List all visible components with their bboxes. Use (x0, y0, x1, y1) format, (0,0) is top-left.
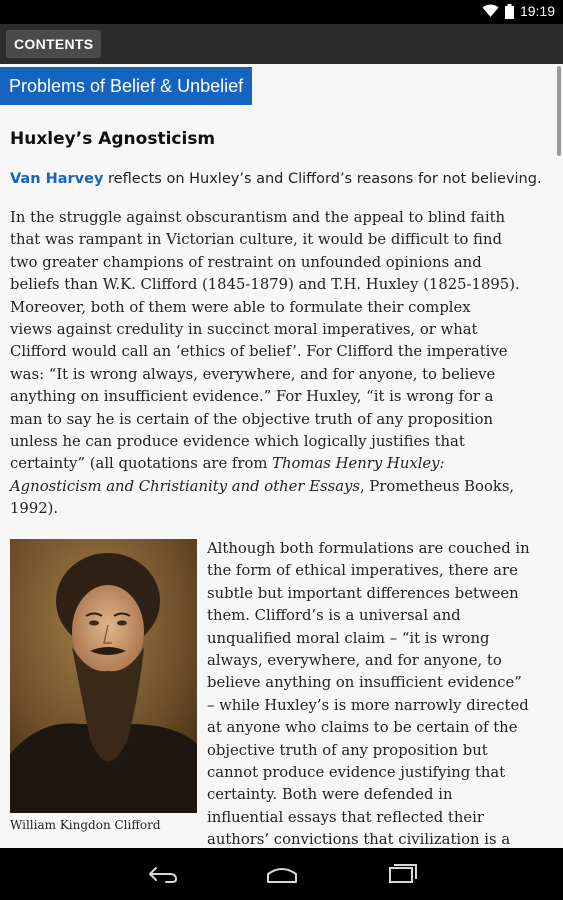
scrollbar[interactable] (557, 66, 561, 156)
paragraph-line: subtle but important differences between (207, 584, 519, 602)
navigation-bar (0, 848, 563, 900)
recents-icon[interactable] (382, 862, 422, 886)
intro-line (10, 171, 555, 187)
portrait-figure (10, 539, 197, 832)
paragraph-line: that was rampant in Victorian culture, it would be difficult to find (10, 231, 502, 249)
book-title-part2: Agnosticism and Christianity and other Essays (10, 477, 360, 495)
reader-content[interactable] (0, 64, 563, 848)
paragraph-line: Moreover, both of them were able to formulate their complex (10, 298, 471, 316)
paragraph-line: cannot produce evidence justifying that (207, 764, 506, 782)
paragraph-line: In the struggle against obscurantism and the appeal to blind faith (10, 209, 506, 226)
home-icon[interactable] (262, 862, 302, 886)
paragraph-line: was: “It is wrong always, everywhere, and for anyone, to believe (10, 365, 496, 383)
author-link[interactable]: Van Harvey (10, 171, 104, 187)
paragraph-line: anything on insufficient evidence.” For Huxley, “it is wrong for a (10, 388, 494, 406)
chapter-title: Huxley’s Agnosticism (10, 129, 216, 149)
action-bar (0, 24, 563, 64)
status-bar (0, 0, 563, 24)
paragraph-line: authors’ convictions that civilization is a (207, 831, 511, 848)
paragraph-line: 1992). (10, 500, 59, 518)
paragraph-line: unless he can produce evidence which logically justifies that (10, 433, 465, 451)
book-title-part1: Thomas Henry Huxley: (272, 455, 445, 473)
clifford-portrait-image[interactable] (10, 539, 197, 813)
paragraph-line: views against credulity in succinct moral imperatives, or what (10, 321, 478, 339)
paragraph-line: two greater champions of restraint on unfounded opinions and (10, 253, 482, 271)
paragraph-line: believe anything on insufficient evidence” (207, 674, 522, 692)
status-time: 19:19 (519, 3, 555, 19)
paragraph-line: unqualified moral claim – “it is wrong (207, 629, 490, 647)
status-icons (482, 3, 555, 19)
paragraph-1 (10, 207, 555, 521)
paragraph-line: Clifford would call an ‘ethics of belief’. For Clifford the imperative (10, 343, 508, 361)
contents-button[interactable]: CONTENTS (6, 30, 101, 58)
paragraph-line: certainty. Both were defended in (207, 786, 453, 804)
battery-icon (505, 4, 514, 19)
paragraph-line: – while Huxley’s is more narrowly directed (207, 696, 529, 714)
paragraph-line (10, 453, 555, 475)
paragraph-line: the form of ethical imperatives, there are (207, 562, 518, 580)
paragraph-line: beliefs than W.K. Clifford (1845-1879) and T.H. Huxley (1825-1895). (10, 276, 520, 294)
paragraph-line: influential essays that reflected their (207, 808, 484, 826)
portrait-caption: William Kingdon Clifford (10, 818, 161, 832)
paragraph-line (10, 476, 555, 498)
wifi-icon (482, 4, 499, 18)
citation-pre: certainty” (all quotations are from (10, 455, 273, 473)
paragraph-line: objective truth of any proposition but (207, 741, 488, 759)
paragraph-line: at anyone who claims to be certain of the (207, 719, 518, 737)
paragraph-line: Although both formulations are couched in (207, 540, 530, 557)
back-icon[interactable] (142, 862, 182, 886)
intro-text: reflects on Huxley’s and Clifford’s reasons for not believing. (103, 171, 542, 187)
paragraph-line: them. Clifford’s is a universal and (207, 607, 461, 625)
citation-post: , Prometheus Books, (359, 477, 515, 495)
paragraph-2 (207, 538, 557, 848)
section-title-tab[interactable]: Problems of Belief & Unbelief (0, 67, 252, 105)
paragraph-line: man to say he is certain of the objective truth of any proposition (10, 410, 494, 428)
paragraph-line: always, everywhere, and for anyone, to (207, 652, 502, 670)
